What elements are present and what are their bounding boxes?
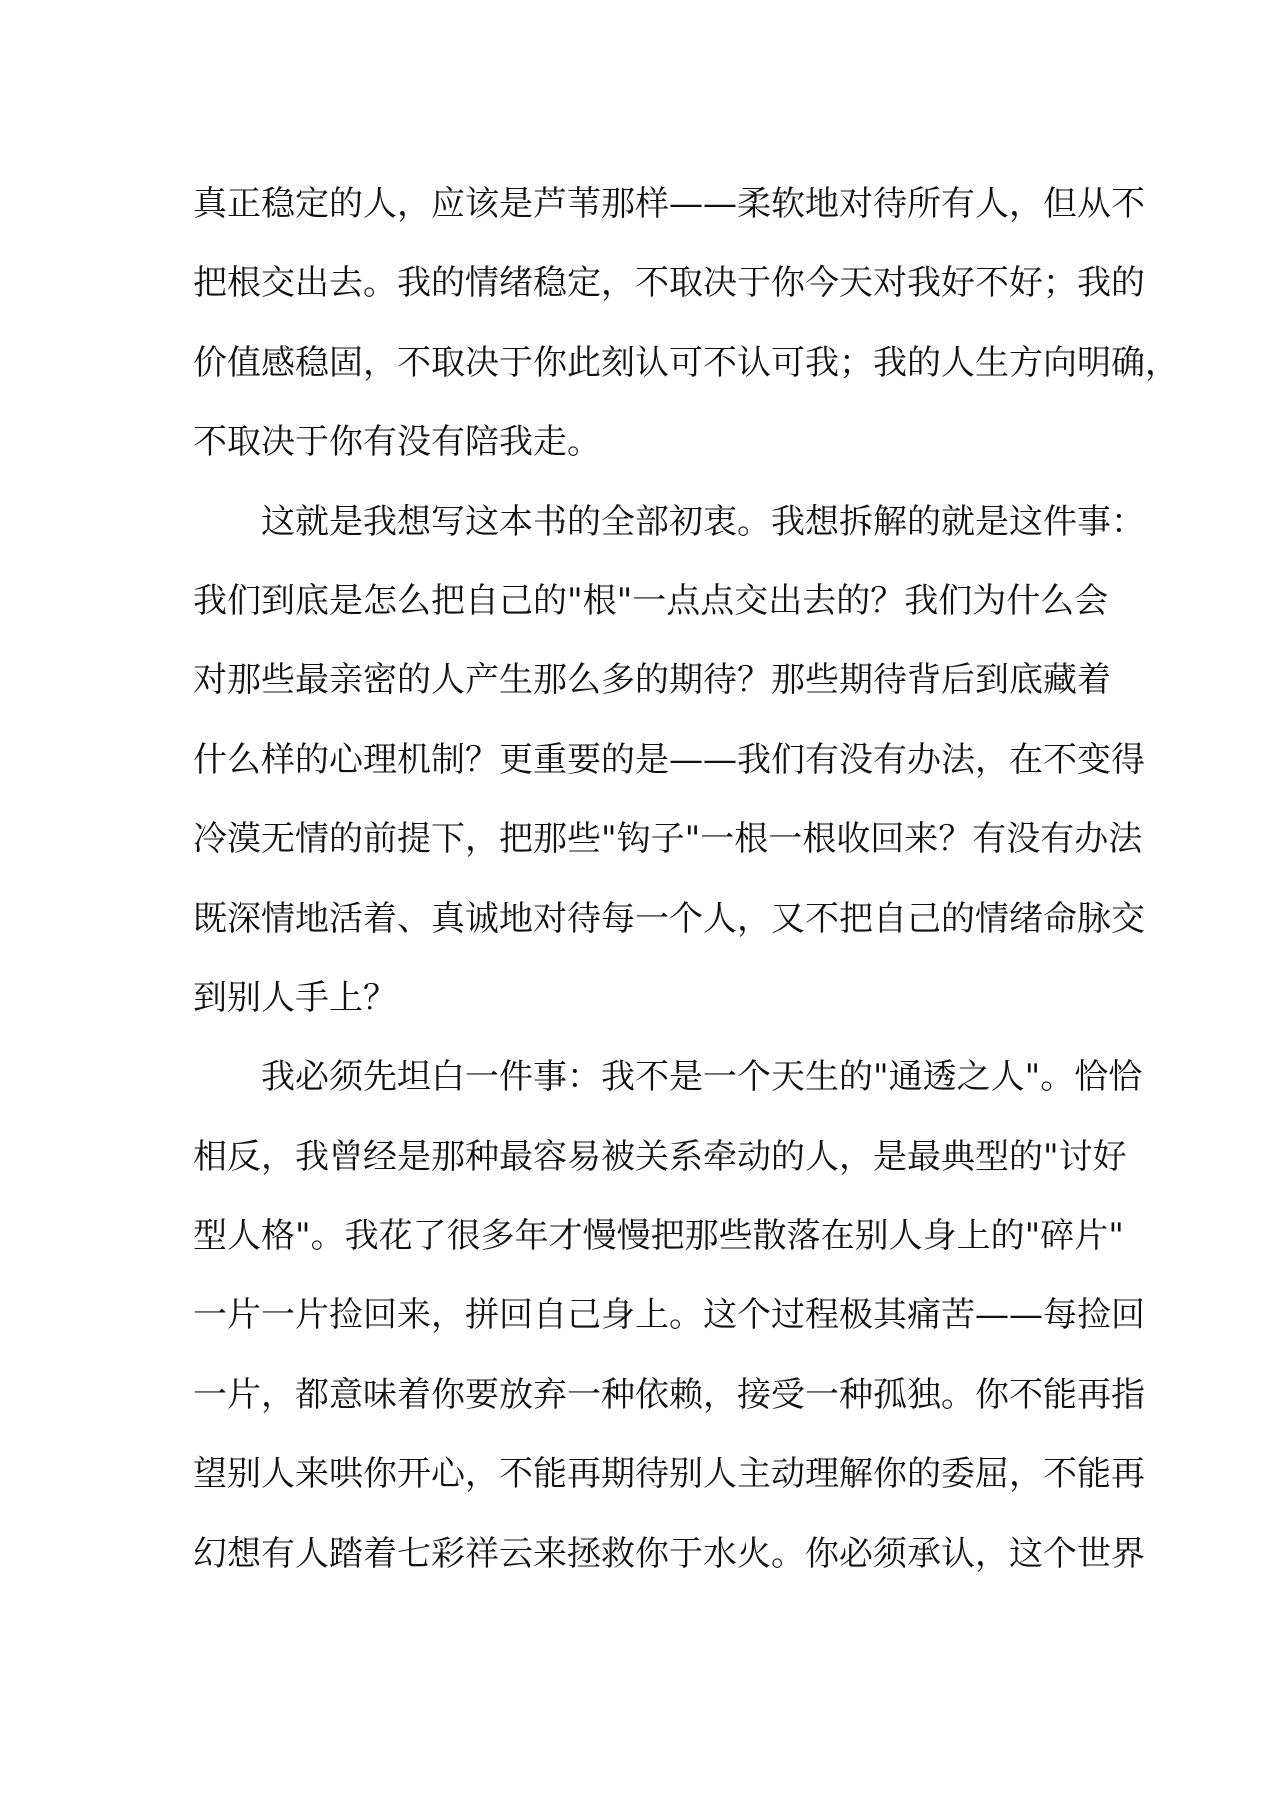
text-line: 把根交出去。我的情绪稳定，不取决于你今天对我好不好；我的 [193,263,1145,304]
text-line: 对那些最亲密的人产生那么多的期待？那些期待背后到底藏着 [193,660,1111,701]
text-line: 什么样的心理机制？更重要的是——我们有没有办法，在不变得 [193,739,1145,780]
text-line: 相反，我曾经是那种最容易被关系牵动的人，是最典型的"讨好 [193,1136,1127,1177]
paragraph-first-line: 我必须先坦白一件事：我不是一个天生的"通透之人"。恰恰 [261,1057,1143,1098]
text-line: 既深情地活着、真诚地对待每一个人，又不把自己的情绪命脉交 [193,898,1145,939]
body-text [193,165,1179,1594]
text-line: 价值感稳固，不取决于你此刻认可不认可我；我的人生方向明确， [193,342,1179,383]
text-line: 不取决于你有没有陪我走。 [193,422,601,463]
text-line: 到别人手上？ [193,977,397,1018]
text-line: 冷漠无情的前提下，把那些"钩子"一根一根收回来？有没有办法 [193,819,1143,860]
text-line: 一片一片捡回来，拼回自己身上。这个过程极其痛苦——每捡回 [193,1295,1145,1336]
text-line: 望别人来哄你开心，不能再期待别人主动理解你的委屈，不能再 [193,1454,1145,1495]
text-line: 真正稳定的人，应该是芦苇那样——柔软地对待所有人，但从不 [193,184,1145,224]
text-line: 幻想有人踏着七彩祥云来拯救你于水火。你必须承认，这个世界 [193,1533,1145,1574]
text-line: 型人格"。我花了很多年才慢慢把那些散落在别人身上的"碎片" [193,1216,1124,1257]
paragraph-first-line: 这就是我想写这本书的全部初衷。我想拆解的就是这件事： [261,501,1145,542]
text-line: 一片，都意味着你要放弃一种依赖，接受一种孤独。你不能再指 [193,1374,1145,1415]
text-line: 我们到底是怎么把自己的"根"一点点交出去的？我们为什么会 [193,580,1109,621]
